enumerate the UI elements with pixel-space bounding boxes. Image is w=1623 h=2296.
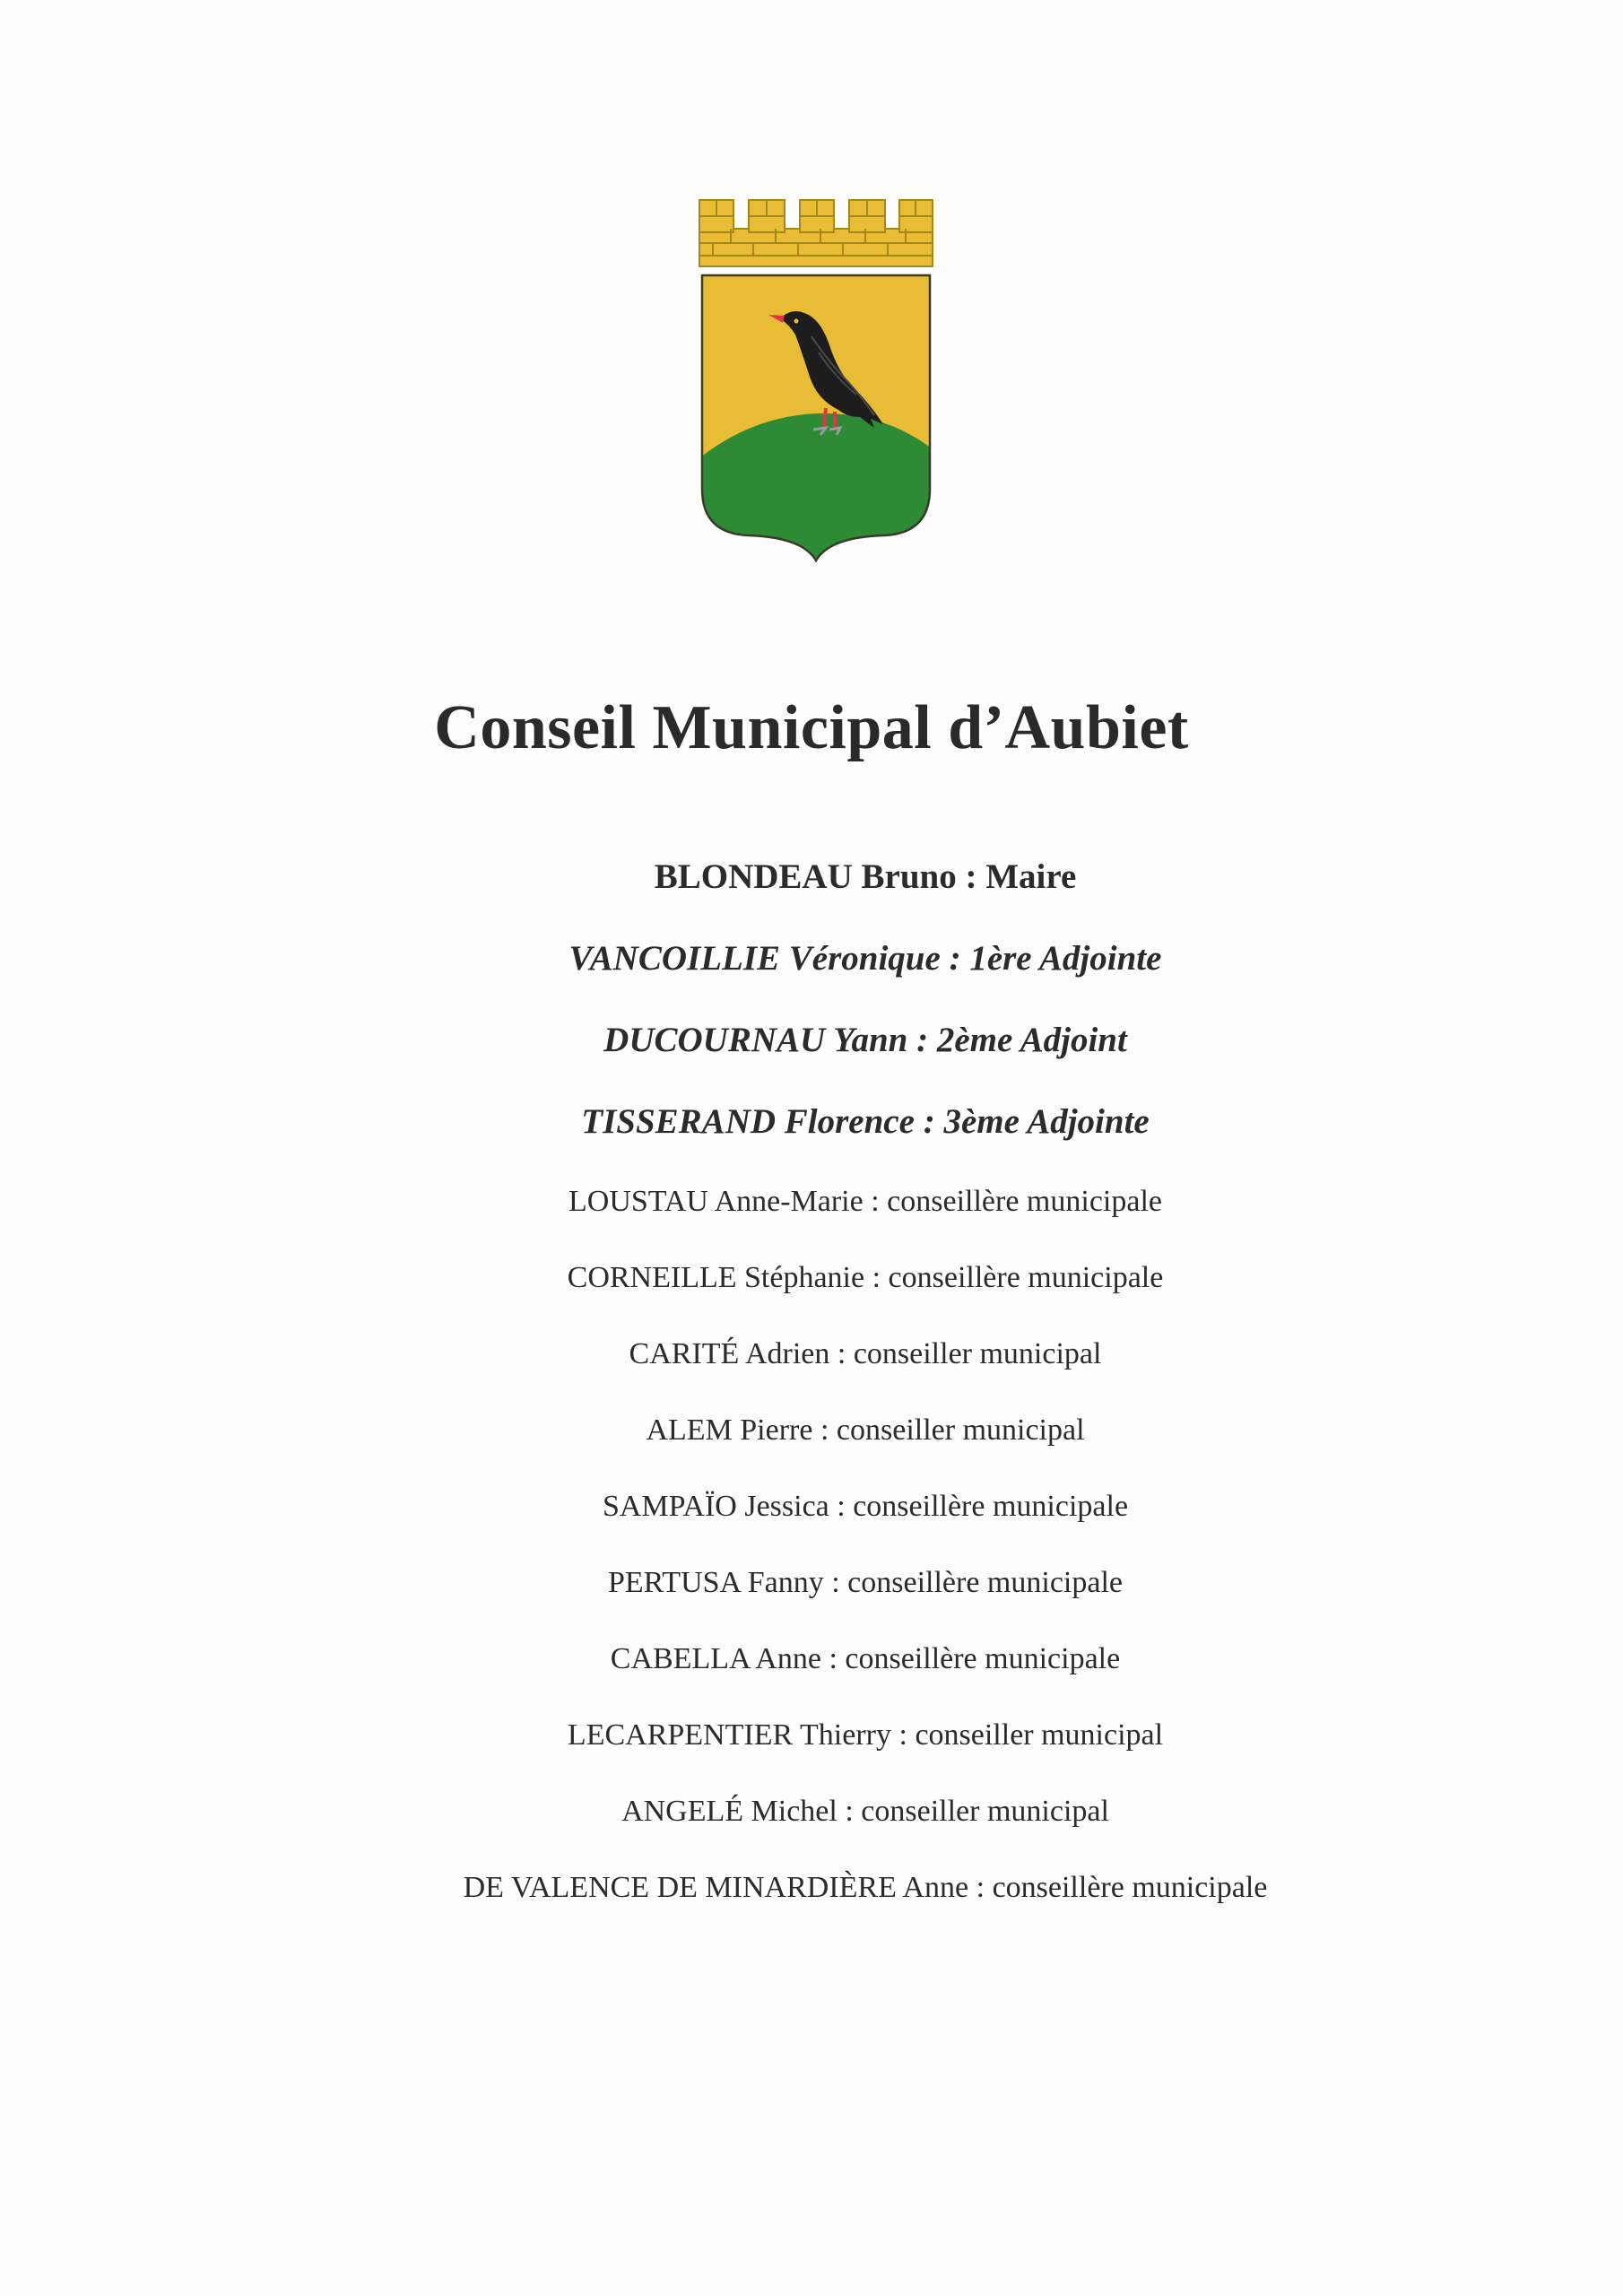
council-members-list [260, 857, 1471, 1945]
member-separator: : [940, 939, 970, 978]
member-role: Maire [985, 857, 1077, 896]
member-separator: : [829, 1490, 854, 1523]
council-member [260, 1793, 1471, 1831]
member-name: LECARPENTIER Thierry [567, 1718, 891, 1752]
council-member [260, 1259, 1471, 1297]
coat-of-arms-icon [695, 193, 937, 565]
council-member [260, 1412, 1471, 1449]
member-name: ALEM Pierre [646, 1413, 813, 1447]
member-name: CABELLA Anne [610, 1642, 821, 1675]
council-member [260, 1640, 1471, 1678]
member-role: 1ère Adjointe [969, 939, 1162, 978]
member-name: PERTUSA Fanny [607, 1566, 824, 1599]
member-role: 3ème Adjointe [943, 1102, 1150, 1141]
member-role: 2ème Adjoint [936, 1021, 1127, 1059]
member-name: DE VALENCE DE MINARDIÈRE Anne [463, 1871, 969, 1904]
member-role: conseiller municipal [861, 1795, 1109, 1828]
member-name: ANGELÉ Michel [621, 1795, 838, 1828]
member-separator: : [823, 1566, 848, 1599]
mural-crown-icon [699, 200, 933, 266]
council-member [260, 1564, 1471, 1602]
member-separator: : [812, 1413, 837, 1447]
member-name: BLONDEAU Bruno [654, 857, 957, 896]
member-name: CARITÉ Adrien [629, 1337, 830, 1370]
member-role: conseillère municipale [847, 1566, 1123, 1599]
member-separator: : [956, 857, 986, 896]
member-name: VANCOILLIE Véronique [568, 939, 941, 978]
council-member [260, 1020, 1471, 1061]
member-role: conseiller municipal [853, 1337, 1102, 1370]
member-separator: : [829, 1337, 854, 1370]
council-member [260, 1335, 1471, 1373]
member-role: conseillère municipale [992, 1871, 1268, 1904]
council-member [260, 1183, 1471, 1221]
council-member [260, 1717, 1471, 1754]
member-role: conseillère municipale [887, 1185, 1162, 1218]
shield-icon [695, 272, 937, 565]
council-member [260, 1869, 1471, 1907]
member-separator: : [914, 1102, 944, 1141]
member-name: DUCOURNAU Yann [603, 1021, 908, 1059]
member-separator: : [890, 1718, 916, 1752]
member-name: CORNEILLE Stéphanie [567, 1261, 865, 1294]
member-role: conseillère municipale [888, 1261, 1164, 1294]
member-name: LOUSTAU Anne-Marie [568, 1185, 864, 1218]
member-separator: : [907, 1021, 937, 1059]
member-role: conseillère municipale [853, 1490, 1129, 1523]
member-role: conseillère municipale [845, 1642, 1121, 1675]
council-member [260, 857, 1471, 898]
council-member [260, 1488, 1471, 1526]
member-separator: : [820, 1642, 846, 1675]
council-member [260, 938, 1471, 979]
member-separator: : [863, 1185, 888, 1218]
page-title: Conseil Municipal d’Aubiet [434, 692, 1189, 762]
member-name: SAMPAÏO Jessica [602, 1490, 829, 1523]
member-role: conseiller municipal [915, 1718, 1164, 1752]
member-separator: : [864, 1261, 889, 1294]
council-member [260, 1101, 1471, 1143]
member-role: conseiller municipal [836, 1413, 1085, 1447]
member-name: TISSERAND Florence [581, 1102, 915, 1141]
member-separator: : [968, 1871, 993, 1904]
member-separator: : [837, 1795, 862, 1828]
